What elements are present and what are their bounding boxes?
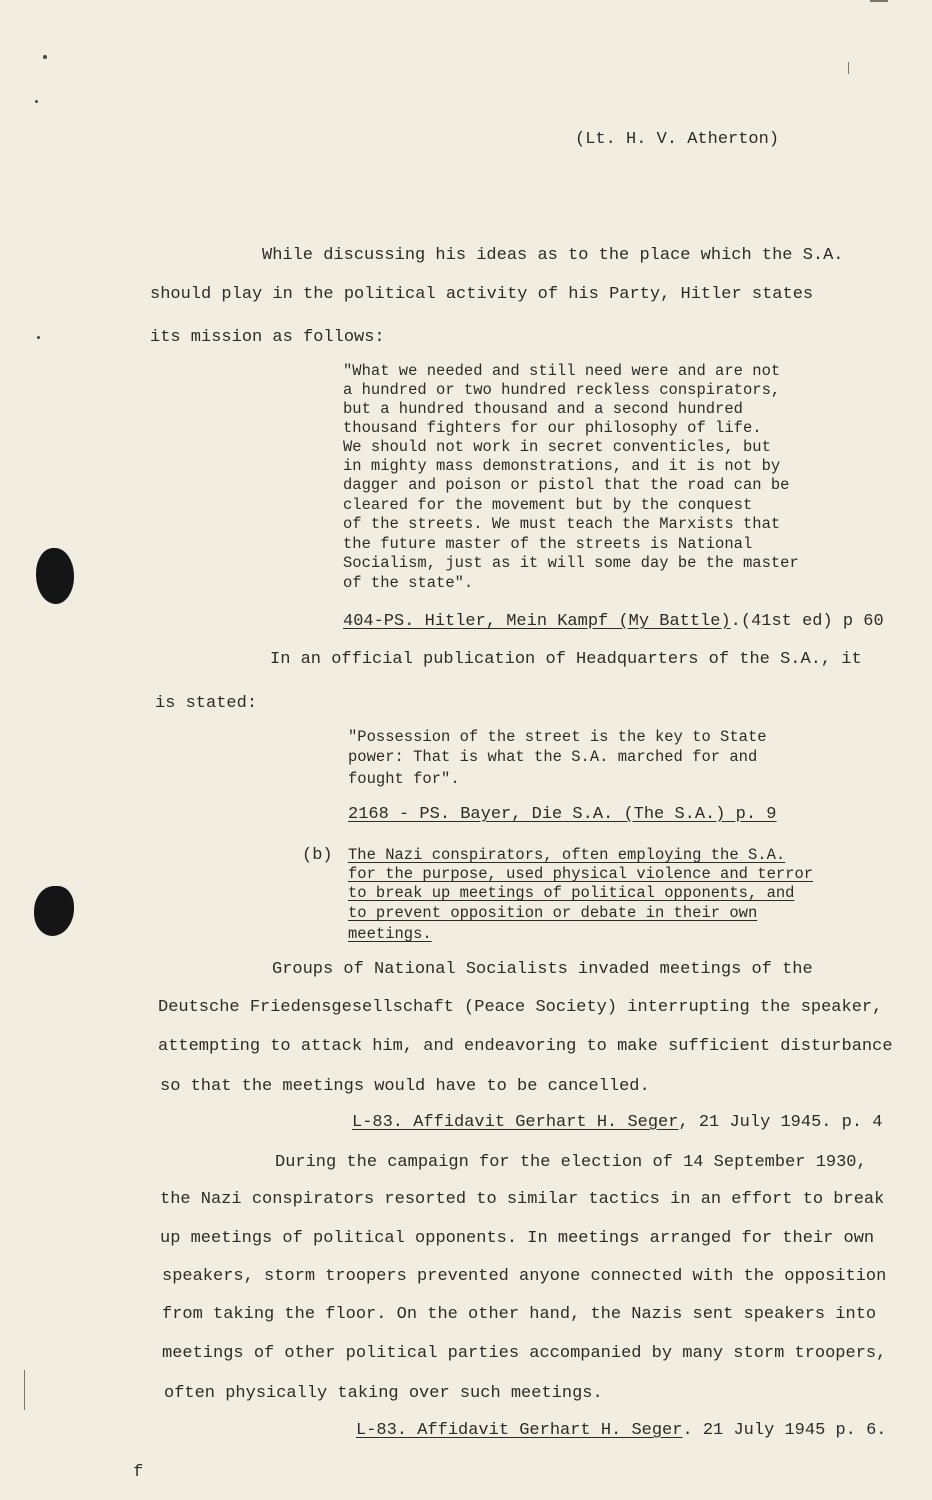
section-heading-line: meetings. [348,925,432,943]
section-marker: (b) [302,846,333,865]
citation-seger-2 [356,1421,887,1440]
section-heading-line: to break up meetings of political opponents, and [348,884,795,902]
para-line: Groups of National Socialists invaded meetings of the [272,960,813,979]
para-line: meetings of other political parties accompanied by many storm troopers, [162,1344,887,1363]
margin-mark [870,0,888,2]
citation-rest: . 21 July 1945 p. 6. [682,1421,887,1440]
intro-line: should play in the political activity of his Party, Hitler states [150,285,814,304]
quote-line: We should not work in secret conventicles, but [343,438,771,456]
citation-rest: , 21 July 1945. p. 4 [678,1113,883,1132]
quote-line: power: That is what the S.A. marched for and [348,748,758,766]
para-line: up meetings of political opponents. In meetings arranged for their own [160,1229,875,1248]
intro-line: While discussing his ideas as to the place which the S.A. [262,246,844,265]
quote-line: fought for". [348,770,460,788]
quote-line: but a hundred thousand and a second hundred [343,400,743,418]
section-heading-line: to prevent opposition or debate in their own [348,904,758,922]
section-heading-line: for the purpose, used physical violence and terror [348,865,814,883]
citation-ref: 404-PS. Hitler, Mein Kampf (My Battle) [343,612,731,631]
quote-line: "What we needed and still need were and are not [343,362,781,380]
intro-line: its mission as follows: [150,328,385,347]
para-line: so that the meetings would have to be cancelled. [160,1077,650,1096]
quote-line: the future master of the streets is National [343,535,753,553]
para-line: During the campaign for the election of 14 September 1930, [275,1153,867,1172]
quote-line: in mighty mass demonstrations, and it is not by [343,457,781,475]
punch-hole-top [36,548,74,604]
quote-line: of the streets. We must teach the Marxists that [343,515,781,533]
para-line: from taking the floor. On the other hand, the Nazis sent speakers into [162,1305,877,1324]
para-line: Deutsche Friedensgesellschaft (Peace Society) interrupting the speaker, [158,998,883,1017]
para-line: attempting to attack him, and endeavoring to make sufficient disturbance [158,1037,893,1056]
citation-bayer: 2168 - PS. Bayer, Die S.A. (The S.A.) p. 9 [348,805,777,824]
citation-ref: L-83. Affidavit Gerhart H. Seger [352,1113,679,1132]
citation-mein-kampf [343,612,884,631]
citation-rest: .(41st ed) p 60 [730,612,884,631]
margin-mark [24,1370,25,1410]
speck [35,100,38,103]
quote-line: "Possession of the street is the key to State [348,728,767,746]
quote-line: of the state". [343,574,474,592]
author-attribution: (Lt. H. V. Atherton) [575,130,780,149]
citation-seger-1 [352,1113,883,1132]
footer-mark: f [133,1463,144,1482]
section-heading-line: The Nazi conspirators, often employing the S.A. [348,846,786,864]
punch-hole-bottom [34,886,74,936]
para-line: is stated: [155,694,258,713]
para-line: In an official publication of Headquarters of the S.A., it [270,650,862,669]
margin-mark [848,62,849,74]
quote-line: a hundred or two hundred reckless conspirators, [343,381,781,399]
para-line: often physically taking over such meetings. [164,1384,603,1403]
para-line: the Nazi conspirators resorted to similar tactics in an effort to break [160,1190,885,1209]
quote-line: cleared for the movement but by the conquest [343,496,753,514]
para-line: speakers, storm troopers prevented anyone connected with the opposition [162,1267,887,1286]
citation-ref: L-83. Affidavit Gerhart H. Seger [356,1421,683,1440]
quote-line: Socialism, just as it will some day be the master [343,554,799,572]
quote-line: dagger and poison or pistol that the road can be [343,476,790,494]
speck [37,336,40,339]
quote-line: thousand fighters for our philosophy of life. [343,419,762,437]
speck [43,55,47,59]
